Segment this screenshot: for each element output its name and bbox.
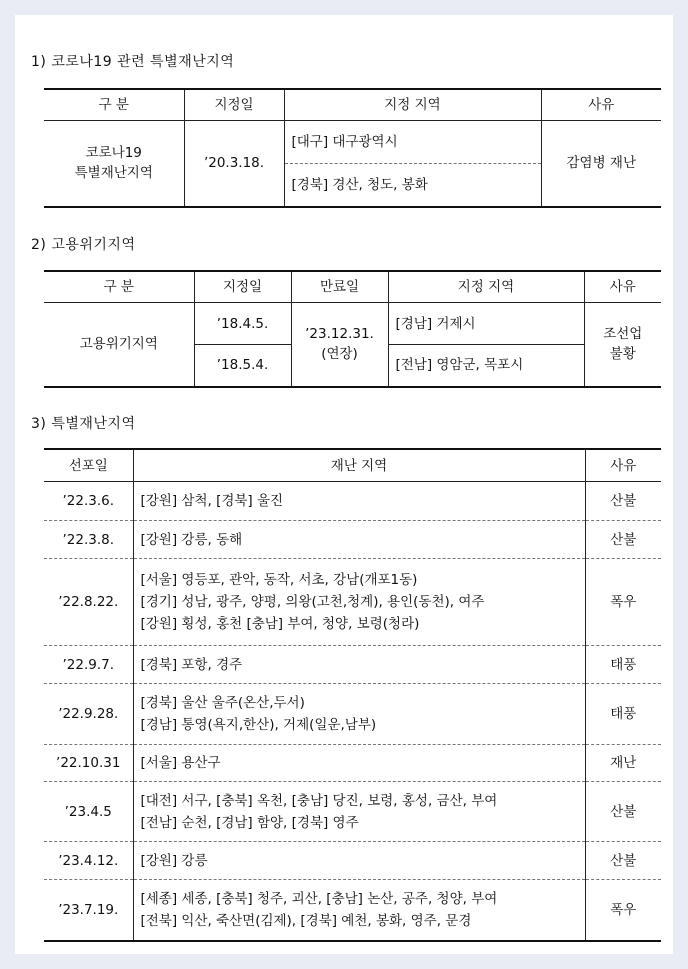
header-area: 지정 지역 [388, 271, 584, 303]
row-reason: 산불 [585, 521, 661, 559]
area-line: [경기] 성남, 광주, 양평, 의왕(고천,청계), 용인(동천), 여주 [140, 594, 485, 610]
area-line: [전북] 익산, 죽산면(김제), [경북] 예천, 봉화, 영주, 문경 [140, 912, 472, 929]
header-category: 구 분 [44, 89, 184, 121]
row-date: ’23.4.12. [44, 842, 133, 880]
row-date: ’22.9.7. [44, 646, 133, 684]
area-line: [강원] 강릉, 동해 [140, 531, 243, 548]
area-line: [강원] 강릉 [140, 852, 208, 869]
row-date: ’22.3.6. [44, 482, 133, 521]
area-line: [경북] 울산 울주(온산,두서) [140, 695, 305, 711]
section3-table [44, 448, 661, 942]
reason-cell [584, 303, 661, 387]
category-cell: 고용위기지역 [44, 303, 194, 387]
area-line: [전남] 순천, [경남] 함양, [경북] 영주 [140, 814, 359, 831]
row-reason: 태풍 [585, 646, 661, 684]
row-area [133, 842, 585, 880]
area-line: [서울] 용산구 [140, 755, 221, 771]
header-reason: 사유 [585, 449, 661, 482]
row-reason: 산불 [585, 842, 661, 880]
expiry-cell [291, 303, 388, 387]
category-line1: 코로나19 [85, 145, 142, 162]
area-line: [강원] 횡성, 홍천 [충남] 부여, 청양, 보령(청라) [140, 616, 420, 632]
area-cell: [전남] 영암군, 목포시 [388, 345, 584, 387]
table-row [44, 842, 661, 880]
area-line: [대전] 서구, [충북] 옥천, [충남] 당진, 보령, 홍성, 금산, 부여 [140, 792, 498, 809]
row-date: ’23.4.5 [44, 782, 133, 842]
header-date: 지정일 [184, 89, 284, 121]
table-row [44, 482, 661, 521]
row-date: ’22.3.8. [44, 521, 133, 559]
row-area [133, 880, 585, 941]
area-line: [세종] 세종, [충북] 청주, 괴산, [충남] 논산, 공주, 청양, 부여 [140, 890, 498, 907]
header-reason: 사유 [541, 89, 661, 121]
table-row [44, 880, 661, 941]
row-reason: 폭우 [585, 880, 661, 941]
section1-table [44, 88, 661, 208]
reason-line2: 불황 [609, 346, 636, 363]
document-page [15, 15, 673, 954]
date-cell: ’18.5.4. [194, 345, 291, 387]
row-reason: 산불 [585, 782, 661, 842]
header-date: 지정일 [194, 271, 291, 303]
area-line: [경북] 포항, 경주 [140, 656, 243, 673]
header-area: 재난 지역 [133, 449, 585, 482]
row-date: ’22.10.31 [44, 745, 133, 782]
header-area: 지정 지역 [284, 89, 541, 121]
table-row [44, 782, 661, 842]
section3-title: 3) 특별재난지역 [31, 416, 136, 432]
table-row [44, 521, 661, 559]
date-cell: ’18.4.5. [194, 303, 291, 345]
header-reason: 사유 [584, 271, 661, 303]
category-cell [44, 121, 184, 207]
row-date: ’23.7.19. [44, 880, 133, 941]
header-date: 선포일 [44, 449, 133, 482]
table-row [44, 745, 661, 782]
header-category: 구 분 [44, 271, 194, 303]
expiry-line1: ’23.12.31. [305, 326, 374, 343]
section2-table [44, 270, 661, 388]
row-area [133, 782, 585, 842]
area-cell: [경북] 경산, 청도, 봉화 [284, 164, 541, 207]
table-row [44, 684, 661, 745]
row-reason: 재난 [585, 745, 661, 782]
section2-title: 2) 고용위기지역 [31, 237, 136, 253]
table-row [44, 559, 661, 646]
row-area [133, 482, 585, 521]
section1-title: 1) 코로나19 관련 특별재난지역 [31, 54, 235, 70]
row-reason: 태풍 [585, 684, 661, 745]
row-date: ’22.8.22. [44, 559, 133, 646]
expiry-line2: (연장) [321, 346, 358, 363]
reason-cell: 감염병 재난 [541, 121, 661, 207]
area-cell: [경남] 거제시 [388, 303, 584, 345]
table-row [44, 646, 661, 684]
header-expiry: 만료일 [291, 271, 388, 303]
row-date: ’22.9.28. [44, 684, 133, 745]
reason-line1: 조선업 [603, 326, 643, 343]
row-area [133, 684, 585, 745]
row-area [133, 646, 585, 684]
row-area [133, 745, 585, 782]
area-line: [강원] 삼척, [경북] 울진 [140, 493, 284, 509]
row-reason: 산불 [585, 482, 661, 521]
date-cell: ’20.3.18. [184, 121, 284, 207]
area-cell: [대구] 대구광역시 [284, 121, 541, 164]
area-line: [서울] 영등포, 관악, 동작, 서초, 강남(개포1동) [140, 572, 418, 588]
row-area [133, 559, 585, 646]
category-line2: 특별재난지역 [74, 165, 153, 182]
row-area [133, 521, 585, 559]
row-reason: 폭우 [585, 559, 661, 646]
area-line: [경남] 통영(욕지,한산), 거제(일운,남부) [140, 717, 377, 733]
